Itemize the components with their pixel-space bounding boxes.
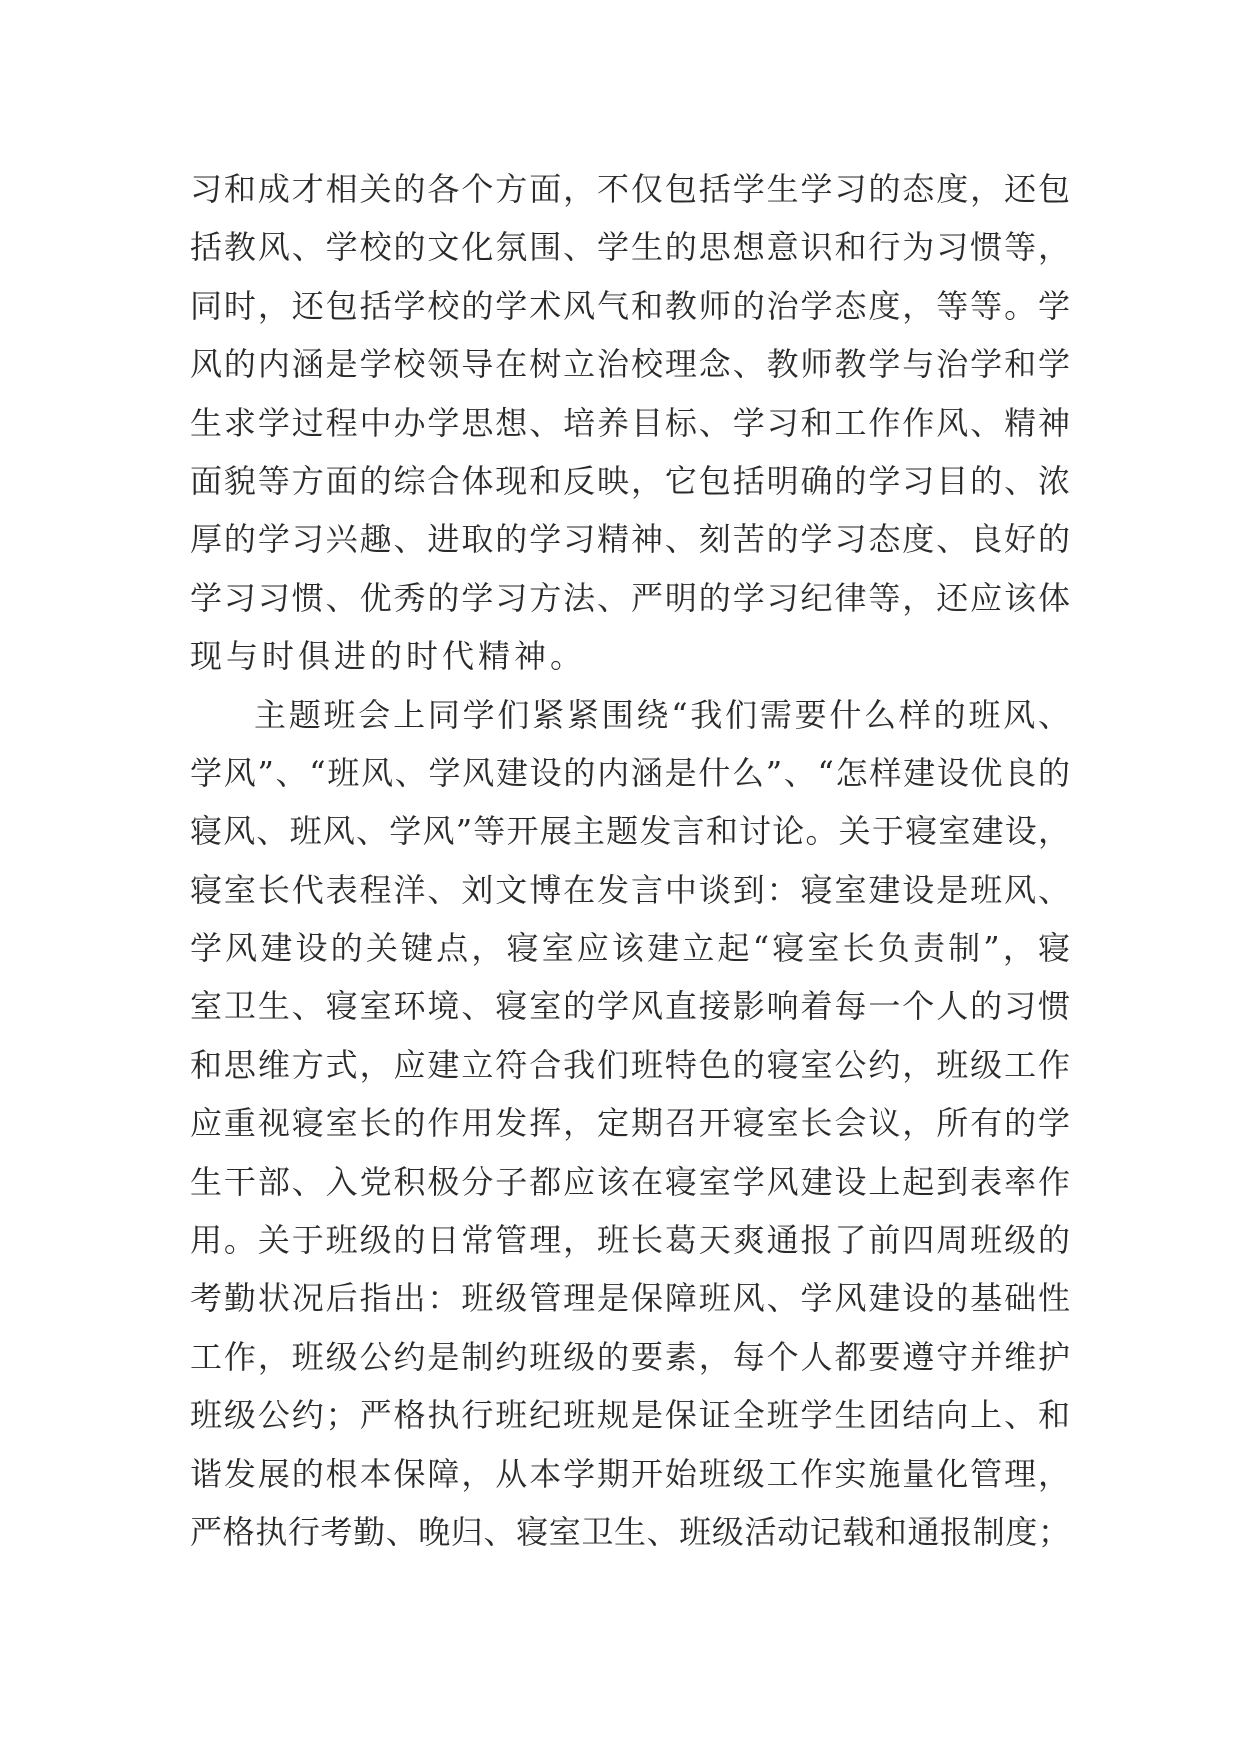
text-line: 习和成才相关的各个方面，不仅包括学生学习的态度，还包: [190, 170, 1070, 208]
text-line: 班级公约；严格执行班纪班规是保证全班学生团结向上、和: [190, 1396, 1070, 1435]
text-line: 厚的学习兴趣、进取的学习精神、刻苦的学习态度、良好的: [190, 520, 1070, 559]
text-line: 应重视寝室长的作用发挥，定期召开寝室长会议，所有的学: [190, 1104, 1070, 1143]
text-line: 学习习惯、优秀的学习方法、严明的学习纪律等，还应该体: [190, 578, 1070, 617]
text-line: 学风”、“班风、学风建设的内涵是什么”、“怎样建设优良的: [190, 753, 1070, 792]
text-line: 风的内涵是学校领导在树立治校理念、教师教学与治学和学: [190, 345, 1070, 384]
text-line: 面貌等方面的综合体现和反映，它包括明确的学习目的、浓: [190, 461, 1070, 500]
paragraph-start-line: 主题班会上同学们紧紧围绕“我们需要什么样的班风、: [254, 695, 1070, 734]
text-line: 寝室长代表程洋、刘文博在发言中谈到：寝室建设是班风、: [190, 870, 1070, 909]
text-line: 严格执行考勤、晚归、寝室卫生、班级活动记载和通报制度；: [190, 1512, 1070, 1551]
text-line: 括教风、学校的文化氛围、学生的思想意识和行为习惯等，: [190, 228, 1070, 267]
text-line: 同时，还包括学校的学术风气和教师的治学态度，等等。学: [190, 286, 1070, 325]
text-line: 用。关于班级的日常管理，班长葛天爽通报了前四周班级的: [190, 1221, 1070, 1260]
text-line: 现与时俱进的时代精神。: [190, 637, 587, 676]
text-line: 学风建设的关键点，寝室应该建立起“寝室长负责制”，寝: [190, 929, 1070, 968]
text-line: 工作，班级公约是制约班级的要素，每个人都要遵守并维护: [190, 1337, 1070, 1376]
text-line: 谐发展的根本保障，从本学期开始班级工作实施量化管理，: [190, 1454, 1070, 1493]
body-text: [190, 160, 1070, 1561]
text-line: 生干部、入党积极分子都应该在寝室学风建设上起到表率作: [190, 1162, 1070, 1201]
text-line: 寝风、班风、学风”等开展主题发言和讨论。关于寝室建设，: [190, 812, 1070, 851]
text-line: 考勤状况后指出：班级管理是保障班风、学风建设的基础性: [190, 1279, 1070, 1318]
text-line: 和思维方式，应建立符合我们班特色的寝室公约，班级工作: [190, 1045, 1070, 1084]
text-line: 室卫生、寝室环境、寝室的学风直接影响着每一个人的习惯: [190, 987, 1070, 1026]
text-line: 生求学过程中办学思想、培养目标、学习和工作作风、精神: [190, 403, 1070, 442]
